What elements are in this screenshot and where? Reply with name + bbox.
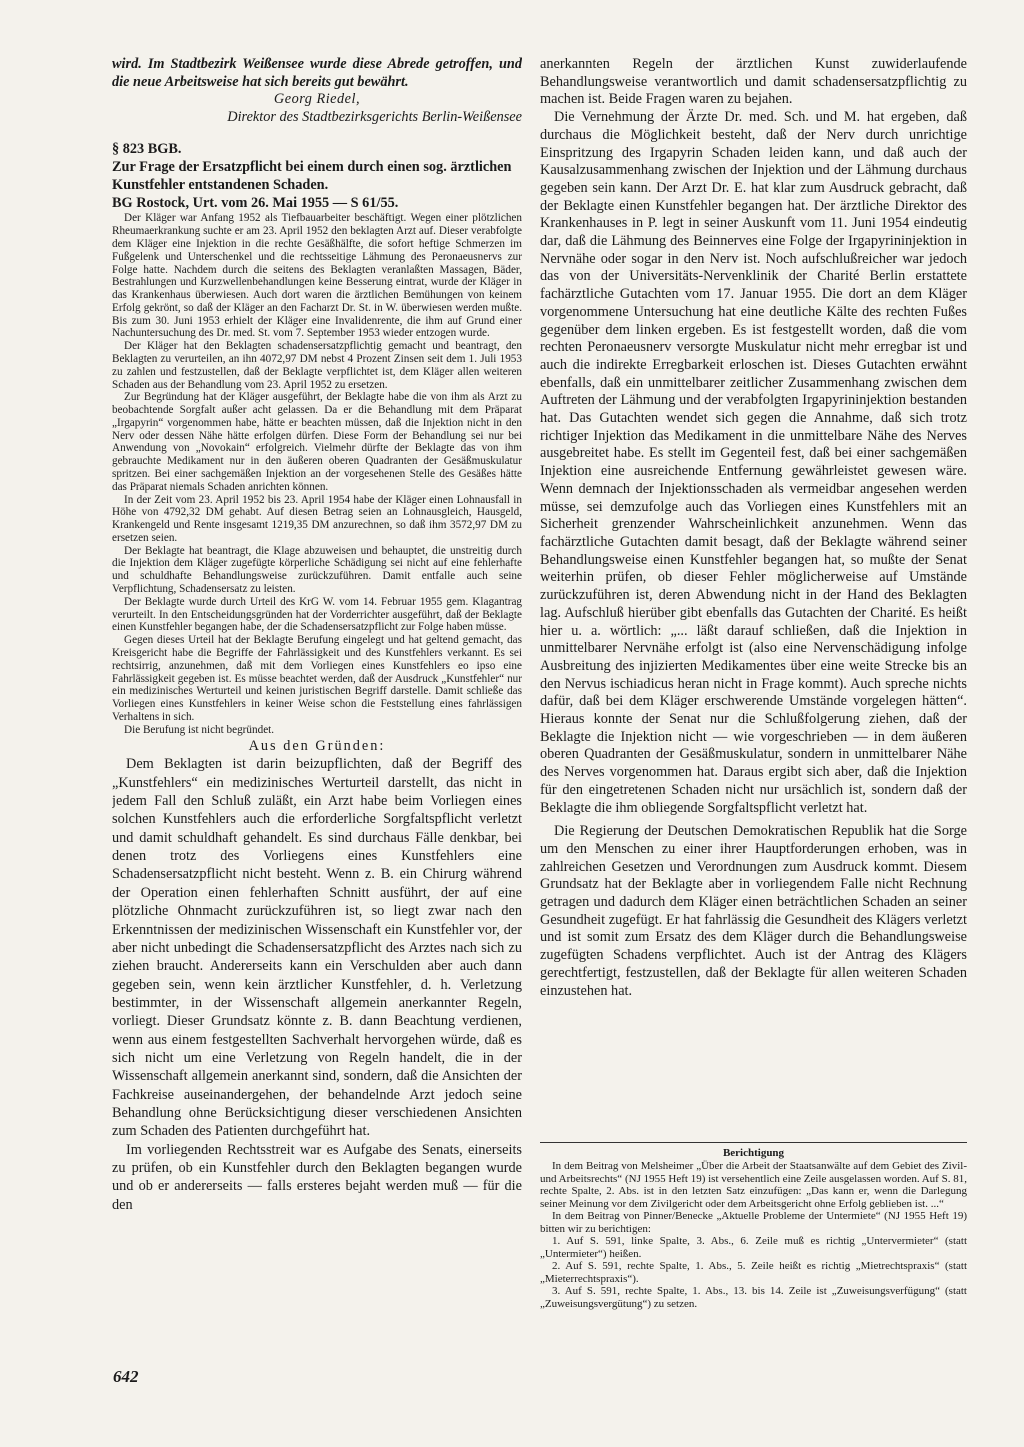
body-paragraph: Die Regierung der Deutschen Demokratischen Republik hat die Sorge um den Menschen zu einer ihrer Hauptforderungen erhoben, was in zahlreichen Gesetzen und Verordnungen zum Ausdruck kommt. Diesem Grundsatz hat der Beklagte aber in vorliegendem Falle nicht Rechnung getragen und dadurch dem Kläger einen beträchtlichen Schaden an seiner Gesundheit zugefügt. Er hat fahrlässig die Gesundheit des Klägers verletzt und ist somit zum Ersatz des dem Kläger durch die Behandlungsweise zugefügten Schadens verpflichtet. Auch ist der Antrag des Klägers gerechtfertigt, festzustellen, daß der Beklagte für allen weiteren Schaden einzustehen hat. [540,823,967,999]
facts-paragraph: In der Zeit vom 23. April 1952 bis 23. April 1954 habe der Kläger einen Lohnausfall in Höhe von 4792,32 DM gehabt. Auf diesen Betrag seien an Lohnausgleich, Hausgeld, Krankengeld und Rente insgesamt 1219,35 DM anzurechnen, so daß ihm 3572,97 DM zu ersetzen seien. [112,493,522,544]
facts-paragraph: Gegen dieses Urteil hat der Beklagte Berufung eingelegt und hat geltend gemacht, das Kreisgericht habe die Begriffe der Fahrlässigkeit und des Kunstfehlers verkannt. Es sei rechtsirrig, anzunehmen, daß mit dem Vorliegen eines Kunstfehlers eo ipso eine Fahrlässigkeit gegeben ist. Es müsse beachtet werden, daß der Ausdruck „Kunstfehler“ nur ein medizinisches Werturteil und keinen juristischen Begriff darstelle. Damit schließe das Vorliegen eines Kunstfehlers in keiner Weise schon die Feststellung eines fahrlässigen Verhaltens in sich. [112,634,522,723]
grounds-paragraph: Dem Beklagten ist darin beizupflichten, daß der Begriff des „Kunstfehlers“ ein medizinisches Werturteil darstellt, das nicht in jedem Fall den Schluß zuläßt, ein Arzt habe beim Vorliegen eines solchen Kunstfehlers auch die erforderliche Sorgfaltspflicht verletzt und damit schuldhaft gehandelt. Es sind durchaus Fälle denkbar, bei denen trotz des Vorliegens eines Kunstfehlers eine Schadensersatzpflicht nicht besteht. Wenn z. B. ein Chirurg während der Operation einen fehlerhaften Schnitt ausführt, der auf eine plötzliche Ohnmacht zurückzuführen ist, so liegt zwar nach den Erkenntnissen der medizinischen Wissenschaft ein Kunstfehler vor, der aber nicht unbedingt die Schadensersatzpflicht des Arztes nach sich zu ziehen braucht. Andererseits kann ein Verschulden aber auch dann gegeben sein, wenn kein ärztlicher Kunstfehler, d. h. Verletzung bestimmter, in der Wissenschaft allgemein anerkannter Regeln, vorliegt. Dieser Grundsatz könnte z. B. dann Beachtung verdienen, wenn aus einem festgestellten Sachverhalt hervorgehen würde, daß es sich nicht um eine Verletzung von Regeln handelt, die in der Wissenschaft allgemein anerkannt sind, sondern, daß die Ansichten der Fachkreise auseinandergehen, der behandelnde Arzt jedoch seine Behandlung ohne Berücksichtigung dieser verschiedenen Ansichten zum Schaden des Patienten durchgeführt hat. [112,756,522,1140]
facts-paragraph: Der Beklagte wurde durch Urteil des KrG W. vom 14. Februar 1955 gem. Klagantrag verurteilt. In den Entscheidungsgründen hat der Vorderrichter ausgeführt, daß der Beklagte einen Kunstfehler begangen habe, der die Schadensersatzpflicht zur Folge haben müsse. [112,595,522,634]
grounds-paragraph: Im vorliegenden Rechtsstreit war es Aufgabe des Senats, einerseits zu prüfen, ob ein Kunstfehler durch den Beklagten begangen wurde und ob er andererseits — falls ersteres bejaht werden muß — für die den [112,1141,522,1213]
facts-paragraph: Zur Begründung hat der Kläger ausgeführt, der Beklagte habe die von ihm als Arzt zu beobachtende Sorgfalt außer acht gelassen. Da er die Behandlung mit dem Präparat „Irgapyrin“ vorgenommen habe, hätte er beachten müssen, daß die Injektion nicht in den Nerv oder dessen Nähe hätte erfolgen dürfen. Diese Form der Behandlung sei nur bei Anwendung von „Novokain“ erfolgreich. Vielmehr dürfte der Beklagte das von ihm gebrauchte Medikament nur in den äußeren oberen Quadranten der Gesäßmuskulatur spritzen. Bei einer sachgemäßen Injektion an der vorgesehenen Stelle des Gesäßes hätte das Präparat niemals Schaden anrichten können. [112,391,522,493]
grounds-heading: Aus den Gründen: [248,738,386,755]
signature-title: Direktor des Stadtbezirksgerichts Berlin-Weißensee [227,108,522,125]
left-column [112,56,522,1366]
section-reference: § 823 BGB. [112,141,182,158]
facts-paragraph: Der Beklagte hat beantragt, die Klage abzuweisen und behauptet, die unstreitig durch die Injektion dem Kläger zugefügte körperliche Schädigung sei nicht auf eine fehlerhafte und schuldhafte Behandlungsweise zurückzuführen. Damit entfalle auch seine Verpflichtung, Schadensersatz zu leisten. [112,544,522,596]
correction-paragraph: 3. Auf S. 591, rechte Spalte, 1. Abs., 13. bis 14. Zeile ist „Zuweisungsverfügung“ (statt „Zuweisungsvergütung“) zu setzen. [540,1285,967,1310]
facts-paragraph: Die Berufung ist nicht begründet. [124,723,275,736]
correction-paragraph: In dem Beitrag von Pinner/Benecke „Aktuelle Probleme der Untermiete“ (NJ 1955 Heft 19) bitten wir zu berichtigen: [540,1210,967,1235]
body-paragraph: anerkannten Regeln der ärztlichen Kunst zuwiderlaufende Behandlungsweise verantwortlich und damit schadensersatzpflichtig zu machen ist. Beide Fragen waren zu bejahen. [540,56,967,108]
page-number: 642 [113,1367,139,1386]
case-title: Zur Frage der Ersatzpflicht bei einem durch einen sog. ärztlichen Kunstfehler entstandenen Schaden. [112,159,512,194]
facts-paragraph: Der Kläger war Anfang 1952 als Tiefbauarbeiter beschäftigt. Wegen einer plötzlichen Rheumaerkrankung suchte er am 23. April 1952 den beklagten Arzt auf. Dieser verabfolgte dem Kläger eine Injektion in die rechte Gesäßhälfte, die sofort heftige Schmerzen im Fußgelenk und Unterschenkel und die rechtsseitige Lähmung des Peronaeusnervs zur Folge hatte. Nachdem durch die seitens des Beklagten veranlaßten Massagen, Bäder, Bestrahlungen und Kurzwellenbehandlungen keine Besserung eintrat, wurde der Kläger in das Krankenhaus überwiesen. Auch dort waren die ärztlichen Bemühungen von keinem Erfolg gekrönt, so daß der Kläger an den Facharzt Dr. St. in W. überwiesen werden mußte. Bis zum 30. Juni 1953 erhielt der Kläger eine Invalidenrente, die ihm auf Grund einer Nachuntersuchung des Dr. med. St. vom 7. September 1953 wieder entzogen wurde. [112,212,522,340]
correction-paragraph: 1. Auf S. 591, linke Spalte, 3. Abs., 6. Zeile muß es richtig „Untervermieter“ (statt „Untermieter“) heißen. [540,1235,967,1260]
correction-box [540,1147,967,1310]
correction-paragraph: In dem Beitrag von Melsheimer „Über die Arbeit der Staatsanwälte auf dem Gebiet des Zivil- und Arbeitsrechts“ (NJ 1955 Heft 19) ist versehentlich eine Zeile ausgelassen worden. Auf S. 81, rechte Spalte, 2. Abs. ist in den letzten Satz einzufügen: „Das kann er, wenn die Darlegung seiner Meinung vor dem Zivilgericht oder dem Arbeitsgericht ohne Erfolg geblieben ist. ...“ [540,1160,967,1210]
correction-heading: Berichtigung [722,1147,785,1159]
facts-paragraph: Der Kläger hat den Beklagten schadensersatzpflichtig gemacht und beantragt, den Beklagten zu verurteilen, an ihn 4072,97 DM nebst 4 Prozent Zinsen seit dem 1. Juli 1953 zu zahlen und festzustellen, daß der Beklagte verpflichtet ist, dem Kläger allen weiteren Schaden aus der Behandlung vom 23. April 1952 zu ersetzen. [112,340,522,391]
correction-divider [540,1142,967,1143]
body-paragraph: Die Vernehmung der Ärzte Dr. med. Sch. und M. hat ergeben, daß durchaus die Möglichkeit besteht, daß der Nerv durch unrichtige Einspritzung des Irgapyrin Schaden leiden kann, und daß auch der Kausalzusammenhang zwischen der Injektion und der Lähmung durchaus gegeben sein kann. Der Arzt Dr. E. hat klar zum Ausdruck gebracht, daß der Beklagte einen Kunstfehler begangen hat. Der ärztliche Direktor des Krankenhauses in P. legt in seiner Auskunft vom 11. Juni 1954 eindeutig dar, daß die Lähmung des Beinnerves eine Folge der Irgapyrininjektion in Nervnähe oder sogar in den Nerv ist. Noch aufschlußreicher war jedoch das von der Universitäts-Nervenklinik der Charité Berlin erstattete fachärztliche Gutachten vom 17. Januar 1955. Die dort an dem Kläger vorgenommene Untersuchung hat eine deutliche Kälte des rechten Fußes gegenüber dem linken ergeben. Es ist festgestellt worden, daß die vom rechten Peronaeusnerv versorgte Muskulatur nicht mehr erregbar ist und auch die indirekte Erregbarkeit erloschen ist. Dieses Gutachten erwähnt ebenfalls, daß ein unmittelbarer zeitlicher Zusammenhang zwischen dem Auftreten der Lähmung und der verabfolgten Irgapyrininjektion bestanden hat. Das Gutachten wendet sich gegen die Annahme, daß sich trotz richtiger Injektion das Medikament in die unmittelbare Nähe des Nerves ausgebreitet habe. Es stellt im Gegenteil fest, daß bei einer sachgemäßen Injektion eine ausreichende Entfernung gewährleistet gewesen wäre. Wenn demnach der Injektionsschaden als vermeidbar angesehen werden müsse, sei demzufolge auch das Vorliegen eines Kunstfehlers mit an Sicherheit grenzender Wahrscheinlichkeit anzunehmen. Wenn das fachärztliche Gutachten damit besagt, daß der Beklagte während seiner Behandlungsweise einen Kunstfehler begangen hat, so mußte der Senat weiterhin prüfen, ob dieser Fehler möglicherweise auf Umstände zurückzuführen ist, deren Abwendung nicht in der Hand des Beklagten lag. Aufschluß hierüber gibt ebenfalls das Gutachten der Charité. Es heißt hier u. a. wörtlich: „... läßt darauf schließen, daß die Injektion in unmittelbarer Nervnähe erfolgt ist (also eine Nervenschädigung infolge Ausbreitung des injizierten Medikamentes über eine weite Strecke bis an den Nervus ischiadicus heran nicht in Frage kommt). Auch spreche nichts dafür, daß bei dem Kläger erschwerende Umstände vorgelegen hätten“. Hieraus konnte der Senat nur die Schlußfolgerung ziehen, daß der Beklagte die Injektion nicht — wie vorgeschrieben — in dem äußeren oberen Quadranten der Gesäßmuskulatur, sondern in unmittelbarer Nähe des Nerves vorgenommen hat. Daraus ergibt sich aber, daß die Injektion für den eingetretenen Schaden nicht nur ursächlich ist, sondern daß der Beklagte die ihm obliegende Sorgfaltspflicht verletzt hat. [540,109,967,816]
court-citation: BG Rostock, Urt. vom 26. Mai 1955 — S 61/55. [112,195,399,212]
signature-name: Georg Riedel, [273,91,361,108]
correction-paragraph: 2. Auf S. 591, rechte Spalte, 1. Abs., 5. Zeile heißt es richtig „Mietrechtspraxis“ (statt „Mieterrechtspraxis“). [540,1260,967,1285]
intro-paragraph: wird. Im Stadtbezirk Weißensee wurde diese Abrede getroffen, und die neue Arbeitsweise hat sich bereits gut bewährt. [112,56,522,90]
